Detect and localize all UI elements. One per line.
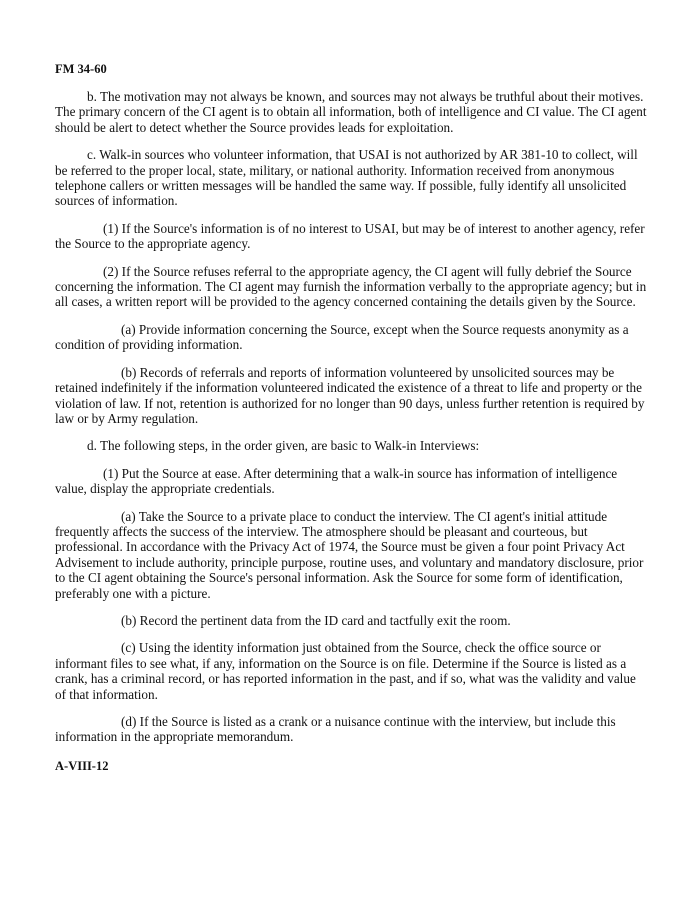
- paragraph-d-1-a: (a) Take the Source to a private place to conduct the interview. The CI agent's initial attitude frequently affects the success of the interview. The atmosphere should be pleasant and courteous, but professional. In accordance with the Privacy Act of 1974, the Source must be given a four point Privacy Act Advisement to include authority, principle purpose, routine uses, and voluntary and mandatory disclosure, prior to the CI agent obtaining the Source's personal information. Ask the Source for some form of identification, preferably one with a picture.: [55, 508, 644, 601]
- paragraph-c: c. Walk-in sources who volunteer information, that USAI is not authorized by AR 381-10 to collect, will be referred to the proper local, state, military, or national authority. Information received from anonymous telephone callers or written messages will be handled the same way. If possible, fully identify all unsolicited sources of information.: [55, 147, 638, 209]
- paragraph-c-2: (2) If the Source refuses referral to the appropriate agency, the CI agent will fully debrief the Source concerning the information. The CI agent may furnish the information verbally to the appropriate agency; but in all cases, a written report will be provided to the agency concerned containing the details given by the Source.: [55, 263, 647, 310]
- paragraph-c-1: (1) If the Source's information is of no interest to USAI, but may be of interest to another agency, refer the Source to the appropriate agency.: [55, 220, 645, 252]
- paragraph-d: d. The following steps, in the order given, are basic to Walk-in Interviews:: [87, 438, 480, 454]
- paragraph-d-1-d: (d) If the Source is listed as a crank or a nuisance continue with the interview, but include this information in the appropriate memorandum.: [55, 714, 616, 745]
- paragraph-d-1-b: (b) Record the pertinent data from the ID card and tactfully exit the room.: [121, 612, 511, 628]
- paragraph-d-1-c: (c) Using the identity information just obtained from the Source, check the office source or informant files to see what, if any, information on the Source is on file. Determine if the Source is listed as a crank, has a criminal record, or has reported information in the past, and if so, what was the validity and value of that information.: [55, 640, 636, 702]
- document-header: FM 34-60: [55, 62, 107, 76]
- page-number: A-VIII-12: [55, 758, 109, 773]
- paragraph-c-2-a: (a) Provide information concerning the Source, except when the Source requests anonymity as a condition of providing information.: [55, 321, 629, 353]
- paragraph-c-2-b: (b) Records of referrals and reports of information volunteered by unsolicited sources may be retained indefinitely if the information volunteered indicated the existence of a threat to life and property or the violation of law. If not, retention is authorized for no longer than 90 days, unless further retention is required by law or by Army regulation.: [55, 364, 645, 426]
- paragraph-d-1: (1) Put the Source at ease. After determining that a walk-in source has information of intelligence value, display the appropriate credentials.: [55, 465, 618, 497]
- paragraph-b: b. The motivation may not always be known, and sources may not always be truthful about their motives. The primary concern of the CI agent is to obtain all information, both of intelligence and CI value. The CI agent should be alert to detect whether the Source provides leads for exploitation.: [55, 89, 647, 135]
- document-page: [55, 62, 649, 774]
